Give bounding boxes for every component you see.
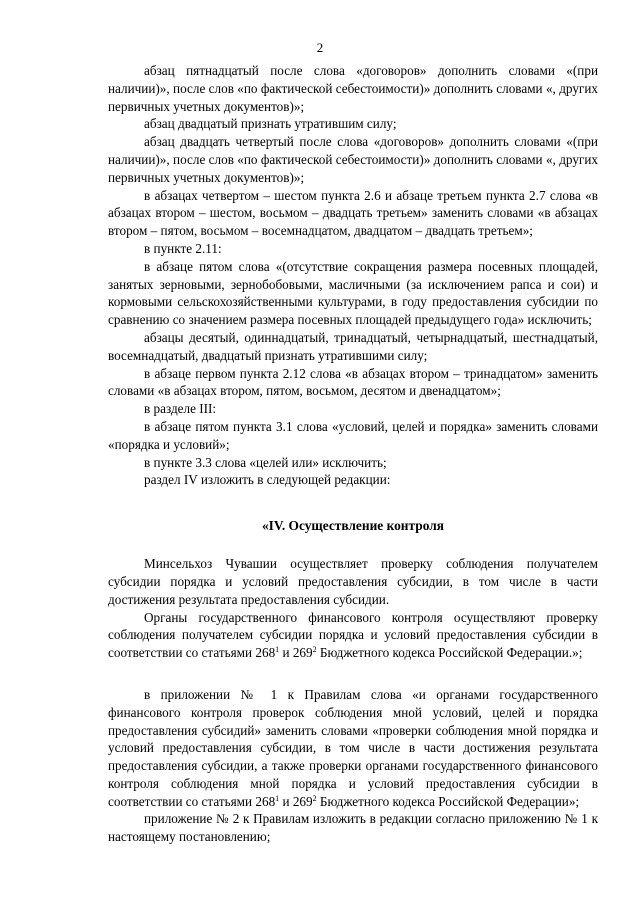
annex-paragraph-1: [108, 686, 598, 811]
text-fragment: Бюджетного кодекса Российской Федерации.»;: [316, 645, 583, 661]
document-body: [108, 62, 598, 846]
superscript: 1: [275, 645, 280, 655]
paragraph-7: абзацы десятый, одиннадцатый, тринадцатый, четырнадцатый, шестнадцатый, восемнадцатый, двадцатый признать утратившими силу;: [108, 329, 598, 363]
paragraph-5: в пункте 2.11:: [144, 240, 222, 256]
text-fragment: в приложении № 1 к Правилам слова «и органами государственного финансового контроля проверок соблюдения мной условий, целей и порядка предоставления субсидий» заменить словами «проверки соблюдения мной порядка и условий предоставления субсидии, в том числе в части достижения результата предоставления субсидии, а также проверки органами государственного финансового контроля соблюдения мной порядка и условий предоставления субсидии в соответствии со статьями 268: [108, 686, 598, 809]
text-fragment: Органы государственного финансового контроля осуществляют проверку соблюдения получателем субсидии порядка и условий предоставления субсидии в соответствии со статьями 268: [108, 609, 598, 661]
section-heading: «IV. Осуществление контроля: [261, 518, 444, 534]
section-paragraph-1: Минсельхоз Чувашии осуществляет проверку соблюдения получателем субсидии порядка и условий предоставления субсидии, в том числе в части достижения результата предоставления субсидии.: [108, 556, 598, 607]
paragraph-8: в абзаце первом пункта 2.12 слова «в абзацах втором – тринадцатом» заменить словами «в абзацах втором, пятом, восьмом, десятом и двенадцатом»;: [108, 365, 598, 399]
text-fragment: и 269: [279, 793, 313, 809]
page-number: 2: [316, 40, 324, 55]
text-fragment: Бюджетного кодекса Российской Федерации»;: [316, 793, 580, 809]
paragraph-6: в абзаце пятом слова «(отсутствие сокращения размера посевных площадей, занятых зерновыми, зернобобовыми, масличными (за исключением рапса и сои) и кормовыми сельскохозяйственными культурами, в году предоставления субсидии по сравнению со значением размера посевных площадей предыдущего года» исключить;: [108, 258, 598, 328]
annex-paragraph-2: приложение № 2 к Правилам изложить в редакции согласно приложению № 1 к настоящему постановлению;: [108, 811, 598, 845]
paragraph-4: в абзацах четвертом – шестом пункта 2.6 и абзаце третьем пункта 2.7 слова «в абзацах втором – шестом, восьмом – двадцать третьем» заменить словами «в абзацах втором – пятом, восьмом – восемнадцатом, двадцатом – двадцать третьем»;: [108, 187, 598, 239]
paragraph-2: абзац двадцатый признать утратившим силу;: [144, 116, 397, 132]
paragraph-1: абзац пятнадцатый после слова «договоров» дополнить словами «(при наличии)», после слов «по фактической себестоимости)» дополнить словами «, других первичных учетных документов)»;: [108, 63, 598, 114]
superscript: 2: [312, 645, 317, 655]
paragraph-10: в абзаце пятом пункта 3.1 слова «условий, целей и порядка» заменить словами «порядка и условий»;: [108, 418, 598, 452]
section-paragraph-2: [108, 609, 598, 662]
paragraph-3: абзац двадцать четвертый после слова «договоров» дополнить словами «(при наличии)», после слов «по фактической себестоимости)» дополнить словами «, других первичных учетных документов)»;: [108, 134, 598, 185]
paragraph-9: в разделе III:: [144, 401, 217, 417]
paragraph-11: в пункте 3.3 слова «целей или» исключить;: [144, 454, 387, 470]
superscript: 2: [312, 793, 317, 803]
superscript: 1: [275, 793, 280, 803]
text-fragment: и 269: [279, 645, 313, 661]
paragraph-12: раздел IV изложить в следующей редакции:: [144, 472, 391, 488]
